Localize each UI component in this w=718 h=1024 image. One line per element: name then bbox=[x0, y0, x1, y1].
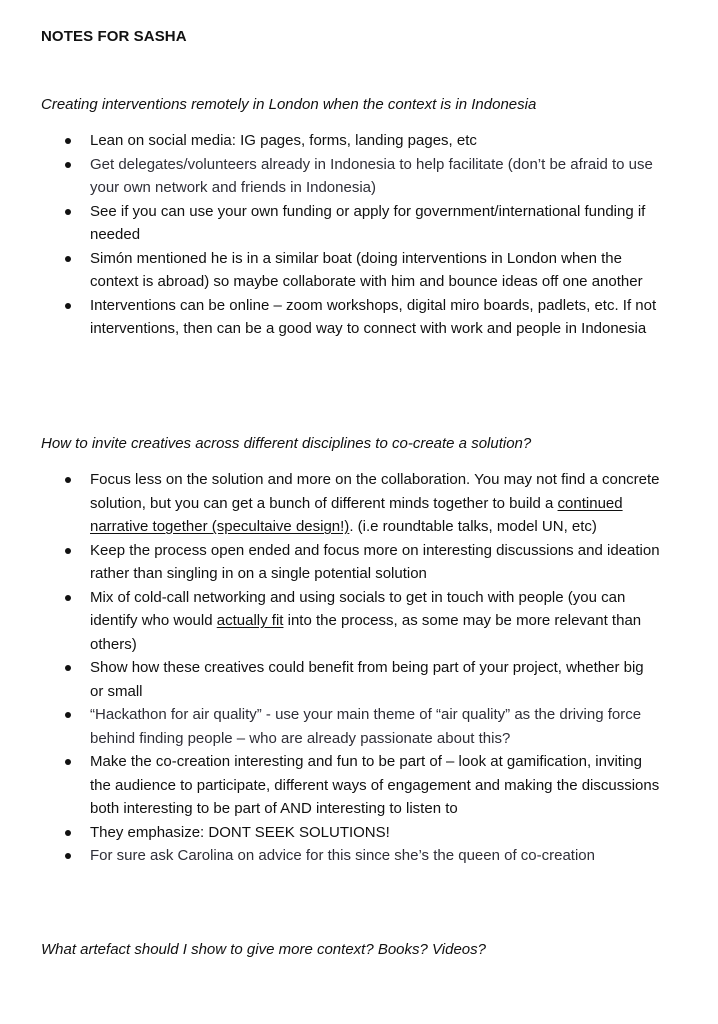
bullet-icon bbox=[65, 548, 71, 554]
section-heading-co-creation: How to invite creatives across different disciplines to co-create a solution? bbox=[41, 435, 532, 452]
list-item-text: Simón mentioned he is in a similar boat (doing interventions in London when the context is abroad) so maybe collaborate with him and bounce ideas off one another bbox=[90, 249, 643, 290]
list-item bbox=[0, 247, 660, 294]
list-item bbox=[0, 821, 660, 845]
list-item bbox=[0, 153, 660, 200]
list-item-text: Keep the process open ended and focus more on interesting discussions and ideation rather than singling in on a single potential solution bbox=[90, 541, 660, 582]
bullet-icon bbox=[65, 665, 71, 671]
list-item bbox=[0, 656, 660, 703]
list-item-text: Make the co-creation interesting and fun to be part of – look at gamification, inviting the audience to participate, different ways of engagement and making the discussions both interesting to be part of AND interesting to listen to bbox=[90, 753, 660, 817]
bullet-list-remote-interventions bbox=[0, 129, 718, 341]
bullet-icon bbox=[65, 138, 71, 144]
bullet-icon bbox=[65, 759, 71, 765]
list-item bbox=[0, 200, 660, 247]
list-item bbox=[0, 294, 660, 341]
list-item bbox=[0, 539, 660, 586]
list-item-text: Lean on social media: IG pages, forms, landing pages, etc bbox=[90, 132, 477, 149]
underlined-text: actually fit bbox=[216, 612, 284, 629]
list-item-text: “Hackathon for air quality” - use your main theme of “air quality” as the driving force behind finding people – who are already passionate about this? bbox=[90, 706, 642, 747]
list-item bbox=[0, 468, 660, 539]
list-item-text: Show how these creatives could benefit from being part of your project, whether big or small bbox=[90, 659, 644, 700]
list-item bbox=[0, 586, 660, 657]
underlined-link-text: continued narrative together (specultaive design!) bbox=[90, 494, 623, 535]
bullet-icon bbox=[65, 853, 71, 859]
list-item bbox=[0, 703, 660, 750]
bullet-icon bbox=[65, 477, 71, 483]
section-heading-artefact: What artefact should I show to give more context? Books? Videos? bbox=[41, 941, 486, 958]
bullet-list-co-creation bbox=[0, 468, 718, 868]
bullet-icon bbox=[65, 303, 71, 309]
list-item bbox=[0, 844, 660, 868]
list-item-text: They emphasize: DONT SEEK SOLUTIONS! bbox=[90, 823, 390, 841]
list-item-text: For sure ask Carolina on advice for this since she’s the queen of co-creation bbox=[90, 847, 595, 864]
bullet-icon bbox=[65, 256, 71, 262]
list-item-text-after: . (i.e roundtable talks, model UN, etc) bbox=[349, 518, 597, 535]
list-item-text-before: Focus less on the solution and more on the collaboration. You may not find a concrete solution, but you can get a bunch of different minds together to build a bbox=[90, 471, 660, 512]
bullet-icon bbox=[65, 209, 71, 215]
list-item-text-before: Mix of cold-call networking and using socials to get in touch with people (you can identify who would bbox=[90, 588, 626, 629]
list-item bbox=[0, 129, 660, 153]
document-title: NOTES FOR SASHA bbox=[41, 28, 187, 45]
list-item-text: See if you can use your own funding or apply for government/international funding if needed bbox=[90, 202, 646, 243]
list-item bbox=[0, 750, 660, 821]
list-item-text: Get delegates/volunteers already in Indonesia to help facilitate (don’t be afraid to use your own network and friends in Indonesia) bbox=[90, 155, 653, 196]
bullet-icon bbox=[65, 712, 71, 718]
bullet-icon bbox=[65, 830, 71, 836]
section-heading-remote-interventions: Creating interventions remotely in London when the context is in Indonesia bbox=[41, 96, 537, 113]
list-item-text: Interventions can be online – zoom workshops, digital miro boards, padlets, etc. If not interventions, then can be a good way to connect with work and people in Indonesia bbox=[90, 296, 657, 337]
bullet-icon bbox=[65, 595, 71, 601]
list-item-text-after: into the process, as some may be more relevant than others) bbox=[90, 612, 642, 653]
bullet-icon bbox=[65, 162, 71, 168]
